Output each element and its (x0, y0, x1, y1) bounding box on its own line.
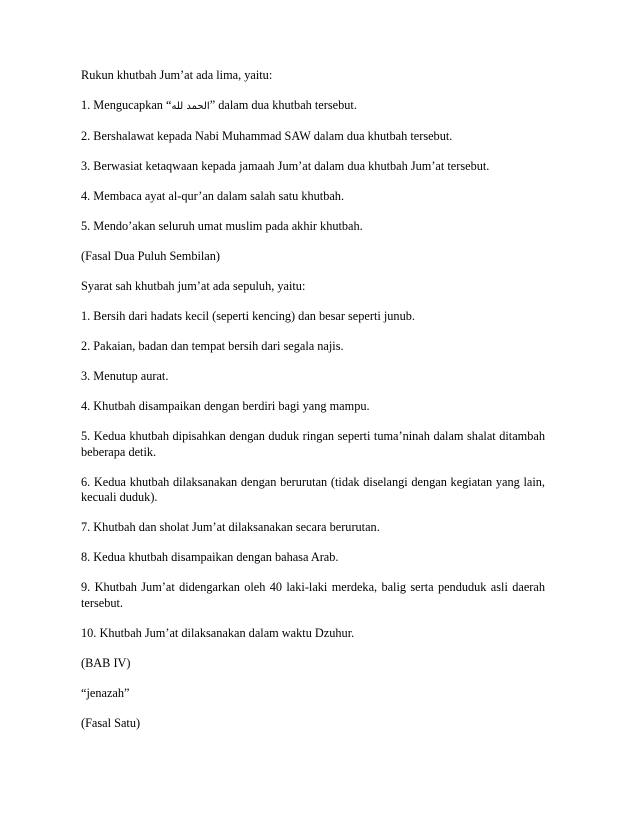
syarat-item-1: 1. Bersih dari hadats kecil (seperti kencing) dan besar seperti junub. (81, 309, 415, 323)
syarat-item-9: 9. Khutbah Jum’at didengarkan oleh 40 laki-laki merdeka, balig serta penduduk asli daerah tersebut. (81, 580, 545, 610)
fasal-satu-heading: (Fasal Satu) (81, 715, 141, 730)
bab-heading: (BAB IV) (81, 655, 131, 670)
syarat-sah-heading: Syarat sah khutbah jum’at ada sepuluh, yaitu: (81, 279, 306, 293)
rukun-item-4: 4. Membaca ayat al-qur’an dalam salah satu khutbah. (81, 189, 345, 203)
syarat-item-6: 6. Kedua khutbah dilaksanakan dengan berurutan (tidak diselangi dengan kegiatan yang lain, kecuali duduk). (81, 474, 545, 504)
bab-title: “jenazah” (81, 685, 130, 700)
syarat-item-7: 7. Khutbah dan sholat Jum’at dilaksanakan secara berurutan. (81, 520, 380, 534)
rukun-item-1-suffix: ” dalam dua khutbah tersebut. (209, 98, 357, 112)
rukun-item-3: 3. Berwasiat ketaqwaan kepada jamaah Jum’at dalam dua khutbah Jum’at tersebut. (81, 159, 490, 173)
document-page (81, 68, 545, 746)
arabic-hamdalah: الحمد لله (171, 101, 210, 112)
syarat-item-3: 3. Menutup aurat. (81, 369, 169, 383)
rukun-khutbah-heading: Rukun khutbah Jum’at ada lima, yaitu: (81, 68, 273, 82)
fasal-heading: (Fasal Dua Puluh Sembilan) (81, 249, 221, 263)
syarat-item-4: 4. Khutbah disampaikan dengan berdiri bagi yang mampu. (81, 399, 370, 413)
syarat-item-2: 2. Pakaian, badan dan tempat bersih dari segala najis. (81, 339, 344, 353)
rukun-item-2: 2. Bershalawat kepada Nabi Muhammad SAW dalam dua khutbah tersebut. (81, 129, 453, 143)
rukun-item-1 (81, 98, 545, 115)
syarat-item-8: 8. Kedua khutbah disampaikan dengan bahasa Arab. (81, 550, 339, 564)
rukun-item-5: 5. Mendo’akan seluruh umat muslim pada akhir khutbah. (81, 219, 363, 233)
rukun-item-1-prefix: 1. Mengucapkan “ (81, 98, 172, 112)
syarat-item-5: 5. Kedua khutbah dipisahkan dengan duduk ringan seperti tuma’ninah dalam shalat ditambah beberapa detik. (81, 429, 545, 459)
syarat-item-10: 10. Khutbah Jum’at dilaksanakan dalam waktu Dzuhur. (81, 625, 355, 640)
